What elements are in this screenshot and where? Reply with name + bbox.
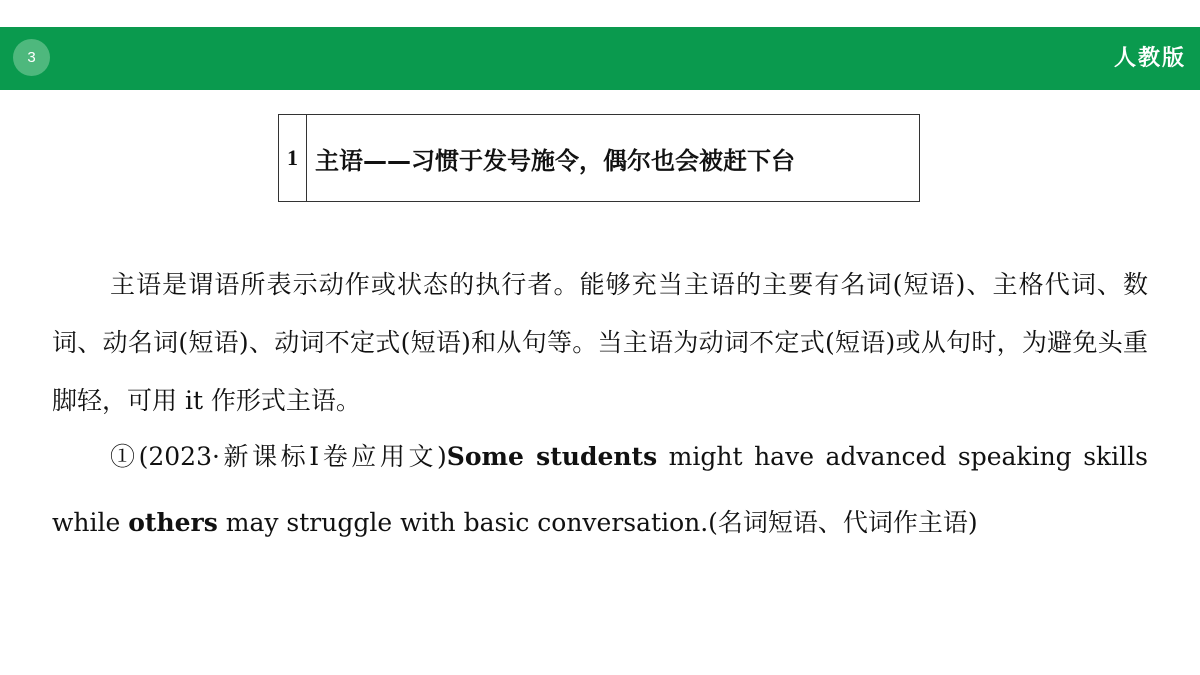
- body-paragraph: 主语是谓语所表示动作或状态的执行者。能够充当主语的主要有名词(短语)、主格代词、数词、动名词(短语)、动词不定式(短语)和从句等。当主语为动词不定式(短语)或从句时，为避免头重脚轻，可用 it 作形式主语。: [52, 270, 1148, 415]
- section-title: 主语——习惯于发号施令，偶尔也会被赶下台: [315, 146, 795, 175]
- example-subject-1: Some students: [446, 442, 658, 471]
- example-source: (2023·新课标Ⅰ卷应用文): [138, 442, 447, 471]
- example-sentence: [52, 424, 1148, 556]
- section-number: 1: [279, 115, 307, 201]
- example-marker: ①: [110, 442, 139, 471]
- page-number-badge: 3: [13, 39, 50, 76]
- example-text-2: may struggle with basic conversation.: [217, 508, 709, 537]
- example-subject-2: others: [128, 508, 218, 537]
- publisher-label: 人教版: [1113, 45, 1186, 71]
- section-heading-box: [278, 114, 920, 202]
- example-note: (名词短语、代词作主语): [708, 508, 978, 537]
- example-text-1: might have advanced speaking skills while: [52, 442, 1148, 537]
- header-bar: [0, 27, 1200, 90]
